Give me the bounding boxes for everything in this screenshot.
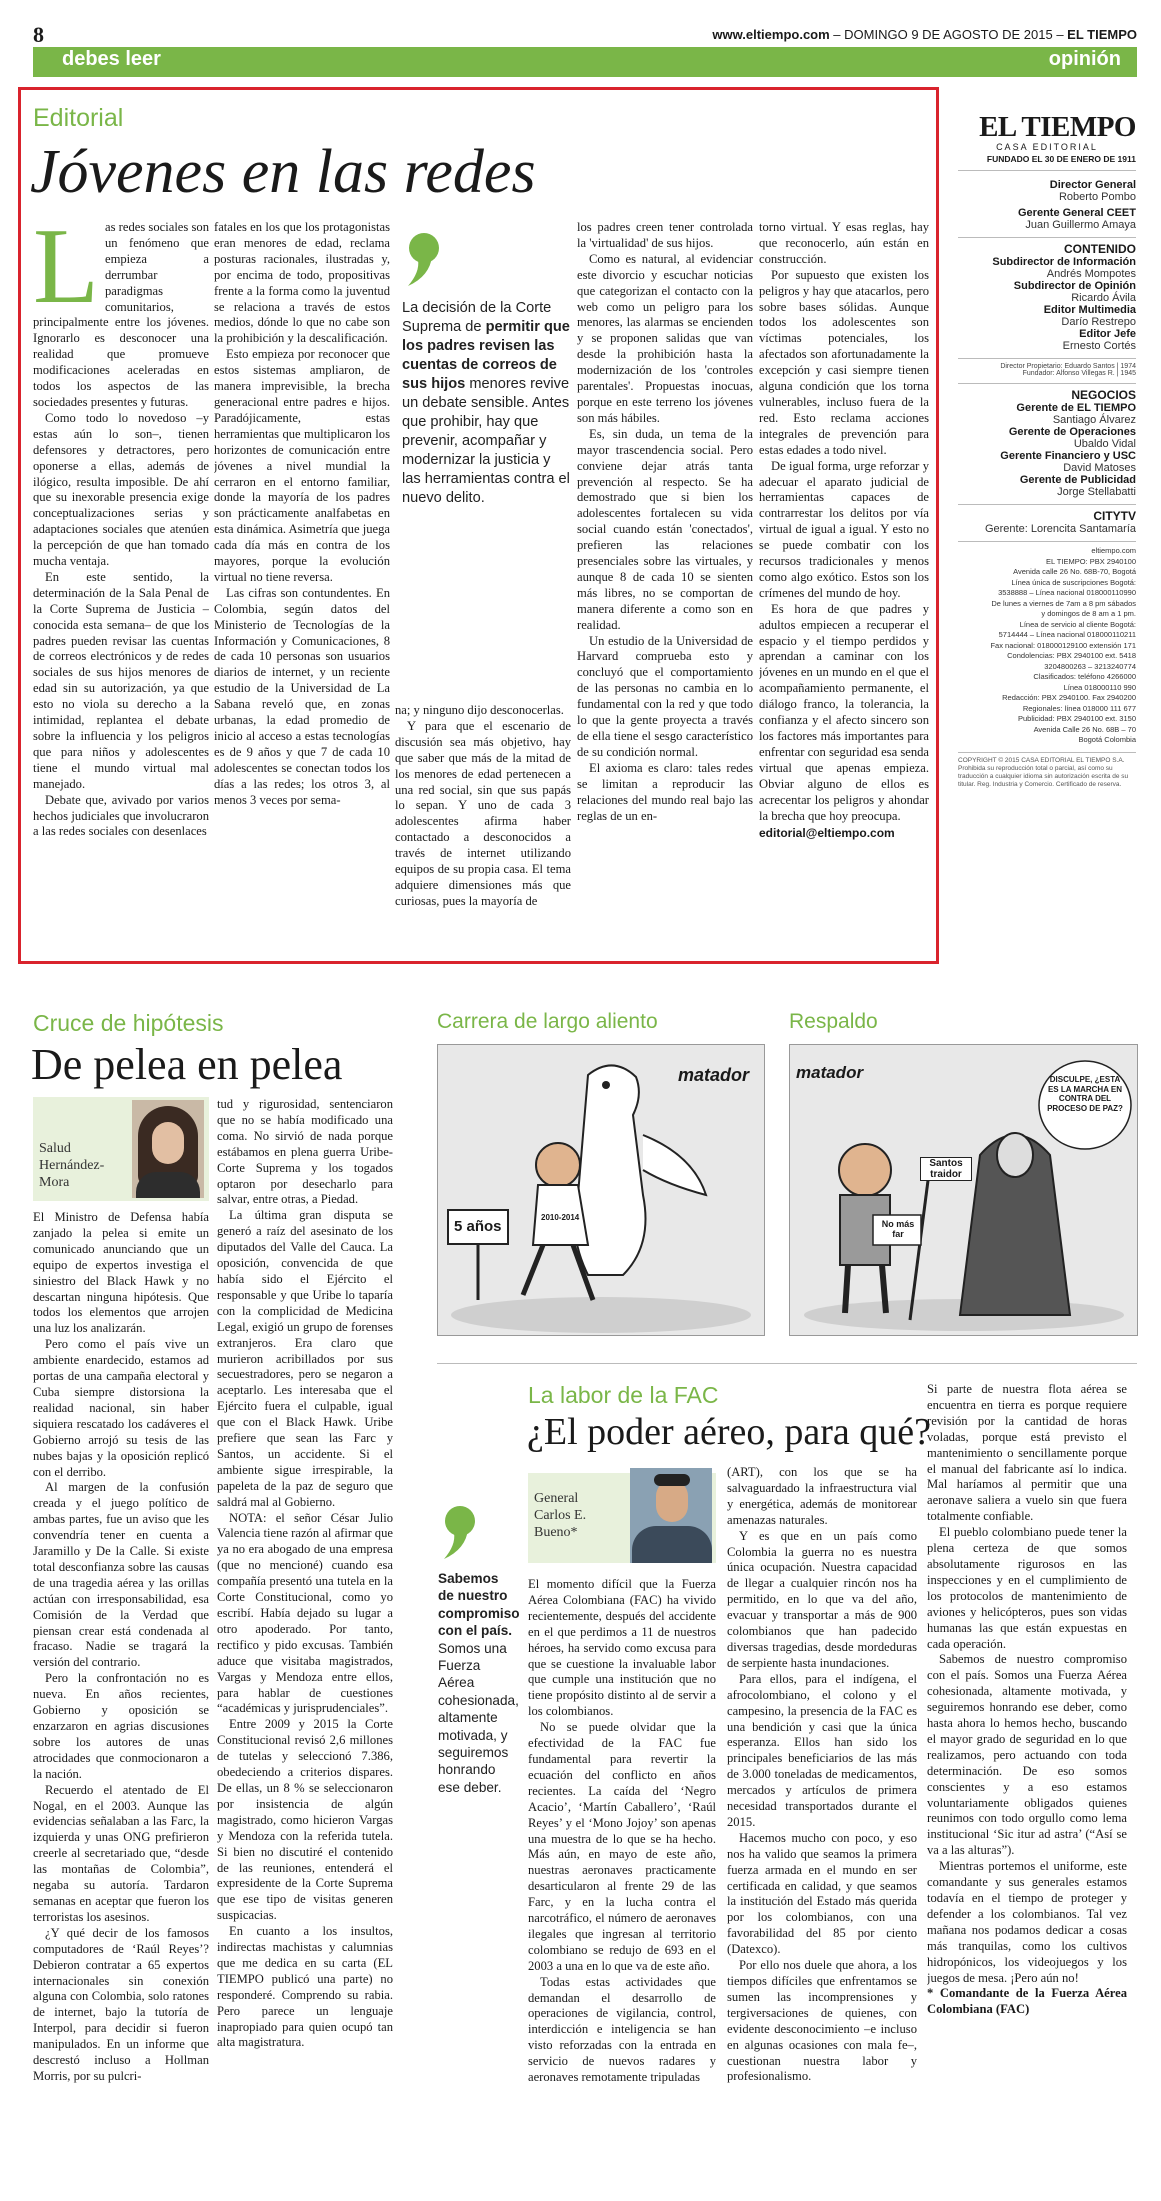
masthead-logo: EL TIEMPO (979, 111, 1136, 143)
paragraph: Todas estas actividades que demandan el desarrollo de operaciones de vigilancia, control, interdicción e inteligencia se han visto reforzadas con la entrada en servicio de nuevos radares y aeronaves remotamente tripuladas (528, 1974, 716, 2085)
site-url[interactable]: www.eltiempo.com (712, 27, 830, 42)
contact-line: Clasificados: teléfono 4266000 (1033, 672, 1136, 681)
fac-quote-rest: Somos una Fuerza Aérea cohesionada, altamente motivada, y seguiremos honrando ese deber. (438, 1640, 519, 1795)
masthead-founded: FUNDADO EL 30 DE ENERO DE 1911 (986, 154, 1136, 164)
paragraph: En este sentido, la determinación de la Sala Penal de la Corte Suprema de Justicia –conocida esta semana– de que los padres pueden revisar las cuentas de correos electrónicos y de redes sociales de sus hijos menores de edad sin su autorización, ya que esto no viola su derecho a la intimidad, replantea el debate sobre la influencia y los peligros que para niños y adolescentes tiene el mundo virtual mal manejado. (33, 569, 209, 791)
pullquote-bold: permitir que los padres revisen las cuentas de correos de sus hijos (402, 319, 570, 392)
paragraph: La última gran disputa se generó a raíz del asesinato de los diputados del Valle del Cauca. La oposición, convencida de que había sido el Ejército el responsable y que Uribe lo taparía con la complicidad de Medicina Legal, exigió un grupo de forenses extranjeros. Era claro que murieron acribillados por sus secuestradores, pero se negaron a aceptarlo. Les interesaba que el Ejército fuera el culpable, igual que con el Black Hawk. Uribe prefiere que sean las Farc y Santos, un accidente. Si el ambiente sigue irrespirable, la papeleta de la paz de seguro que saldrá mal al Gobierno. (217, 1208, 393, 1509)
header-dateline: www.eltiempo.com – DOMINGO 9 DE AGOSTO DE 2015 – EL TIEMPO (712, 27, 1137, 42)
staff-name: Santiago Álvarez (1052, 414, 1136, 426)
fac-author-photo (630, 1468, 712, 1563)
brand: EL TIEMPO (1067, 27, 1137, 42)
paragraph: Como todo lo novedoso –y estas aún lo son–, tienen defensores y detractores, pero oponerse a ellas, además de ilógico, resulta imposible. De ahí que su inexorable presencia exige conceptualizaciones serias y adaptaciones sociales que atenúen la percepción de que han tomado mucha ventaja. (33, 410, 209, 569)
paragraph: Entre 2009 y 2015 la Corte Constitucional revisó 2,6 millones de tutelas y seleccionó 7.386, obedeciendo a criterios dispares. De ellas, un 8 % se seleccionaron por insistencia de algún magistrado, como hicieron Vargas y Mendoza con la referida tutela. Si bien no discutiré el contenido de las reuniones, entenderá el expresidente de la Corte Suprema que ese tipo de visitas generen suspicacias. (217, 1717, 393, 1923)
paragraph: Mientras portemos el uniforme, este comandante y sus generales estamos todavía en el tiempo de proteger y defender a los colombianos. Tal vez mañana nos podamos dedicar a cosas más tranquilas, como los cultivos hidropónicos, los videojuegos y los juegos de mesa. ¡Pero aún no! (927, 1859, 1127, 1985)
paragraph: torno virtual. Y esas reglas, hay que reconocerlo, aún están en construcción. (759, 220, 929, 266)
contact-line: eltiempo.com (1091, 546, 1136, 555)
editorial-section: Editorial (33, 104, 124, 132)
contact-line: Bogotá Colombia (1078, 735, 1136, 744)
editorial-title: Jóvenes en las redes (30, 138, 536, 206)
paragraph: na; y ninguno dijo desconocerlas. (395, 703, 564, 717)
paragraph: Si parte de nuestra flota aérea se encuentra en tierra es porque requiere revisión por la cantidad de horas voladas, porque está previsto el mantenimiento o sencillamente porque el manual del fabricante así lo indica. Mal haríamos al permitir que una aeronave saliera a vuelo sin que fuera totalmente confiable. (927, 1382, 1127, 1524)
masthead-sub: CASA EDITORIAL (996, 142, 1098, 152)
right-tab[interactable]: opinión (1048, 48, 1121, 70)
staff-role: Editor Jefe (1079, 328, 1136, 340)
editorial-col-4 (577, 220, 753, 955)
pullquote-post: menores revive un debate sensible. Antes que prohibir, hay que prevenir, acompañar y modernizar la justicia y las herramientas contra el nuevo delito. (402, 376, 570, 506)
contact-line: Línea única de suscripciones Bogotá: (1011, 577, 1136, 587)
cruce-author: Salud Hernández-Mora (39, 1141, 105, 1190)
paragraph: Como es natural, al evidenciar este divorcio y escuchar noticias que categorizan el contacto con la web como un peligro para los menores, las alarmas se encienden y se proponen salidas que van desde la prohibición hasta la modernización de los 'controles parentales'. Propuestas inocuas, porque en este terreno los jóvenes son más hábiles. (577, 251, 753, 425)
contact-line: 3538888 – Línea nacional 018000110990 (998, 588, 1136, 597)
fac-pullquote (438, 1505, 520, 1796)
copyright: COPYRIGHT © 2015 CASA EDITORIAL EL TIEMPO S.A. Prohibida su reproducción total o parcial, así como su traducción a cualquier idioma sin autorización escrita de su titular. Reg. Industria y Comercio. Certificado de reserva. (958, 756, 1129, 788)
cartoon-respaldo (789, 1044, 1138, 1336)
contact-line: Línea de servicio al cliente Bogotá: (1019, 619, 1136, 629)
cartoon2-section: Respaldo (789, 1010, 878, 1033)
editorial-col-3 (395, 703, 571, 955)
cartoon1-section: Carrera de largo aliento (437, 1010, 658, 1033)
quote-mark-icon (438, 1505, 478, 1561)
owner-line: Director Propietario: Eduardo Santos | 1974 (1000, 363, 1136, 370)
staff-role: Subdirector de Opinión (1013, 280, 1136, 292)
page-number: 8 (33, 22, 44, 47)
contact-line: Avenida Calle 26 No. 68B – 70 (1033, 724, 1136, 734)
cruce-col-1 (33, 1210, 209, 2185)
paragraph: Por supuesto que existen los peligros y hay que atacarlos, pero sobre bases sólidas. Aunque todos los adolescentes son víctimas potenciales, los afectados son afortunadamente la excepción y casi siempre tienen alguna condición que los torna vulnerables, incluso fuera de la red. Esto reclama acciones integrales de prevención para estas edades a todo nivel. (759, 267, 929, 457)
staff-name: Darío Restrepo (1061, 316, 1136, 328)
fac-col-2 (727, 1465, 917, 2183)
paragraph: Hacemos mucho con poco, y eso nos ha valido que seamos la primera fuerza armada en el mundo en ser certificada en calidad, y que seamos la institución del Estado más querida por los colombianos, con una favorabilidad del 85 por ciento (Datexco). (727, 1830, 917, 1957)
owner-line: Fundador: Alfonso Villegas R. | 1945 (1022, 370, 1136, 377)
paragraph: Para ellos, para el indígena, el afrocolombiano, el colono y el campesino, la presencia de la FAC es una bendición y casi que la única esperanza. Ellos han sido los principales beneficiarios de las más de 3.000 toneladas de medicamentos, mercados y artículos de primera necesidad transportados durante el 2015. (727, 1671, 917, 1829)
paragraph: En cuanto a los insultos, indirectas machistas y calumnias que me dedica en su carta (EL TIEMPO publicó una parte) no responderé. Comprendo su rabia. Pero parece un lenguaje inapropiado para quien ocupó tan alta magistratura. (217, 1924, 393, 2050)
staff-role: Gerente de EL TIEMPO (1016, 402, 1136, 414)
author-photo (132, 1100, 204, 1198)
fac-col-1 (528, 1577, 716, 2183)
left-tab[interactable]: debes leer (62, 48, 161, 70)
cartoon2-tag: matador (796, 1063, 864, 1082)
staff-name: Ubaldo Vidal (1073, 438, 1136, 450)
contact-line: Redacción: PBX 2940100. Fax 2940200 (1002, 693, 1136, 702)
staff-role: Gerente General CEET (1018, 207, 1136, 219)
cartoon-carrera (437, 1044, 765, 1336)
paragraph: Sabemos de nuestro compromiso con el país. Somos una Fuerza Aérea cohesionada, altamente motivada, y seguiremos honrando ese deber, como hasta ahora lo hemos hecho, buscando el mayor grado de seguridad en lo que realizamos, pero actuando con toda determinación. De eso somos conscientes y a eso estamos voluntariamente obligados quienes reunimos con todo orgullo como lema institucional ‘Sic itur ad astra’ (“Así se va a las alturas”). (927, 1652, 1127, 1858)
paragraph: El axioma es claro: tales redes se limitan a reproducir las relaciones del mundo real bajo las reglas de un en- (577, 760, 753, 823)
cartoon2-bubble: DISCULPE, ¿ESTA ES LA MARCHA EN CONTRA DEL PROCESO DE PAZ? (1047, 1075, 1123, 1113)
citytv-title: CITYTV (1093, 509, 1136, 523)
negocios-title: NEGOCIOS (1071, 388, 1136, 402)
editorial-pullquote (402, 232, 572, 508)
staff-name: Jorge Stellabatti (1057, 486, 1136, 498)
fac-footnote: * Comandante de la Fuerza Aérea Colombiana (FAC) (927, 1986, 1127, 2017)
contact-line: Fax nacional: 018000129100 extensión 171 (990, 640, 1136, 650)
paragraph: Y para que el escenario de discusión sea más objetivo, hay que saber que más de la mitad de los menores de edad pertenecen a una red social, sin que sus papás lo sepan. Y uno de cada 3 adolescentes afirma haber contactado a desconocidos a través de internet utilizando equipos de su propia casa. El tema adquiere dimensiones más que curiosas, pues la mayoría de (395, 718, 571, 908)
staff-role: Director General (1049, 179, 1136, 191)
paragraph: NOTA: el señor César Julio Valencia tiene razón al afirmar que ya no era abogado de una empresa (que no mencioné) cuando esa compañía presentó una tutela en la Corte Constitucional, como yo escribí. Había dejado su lugar a otro apoderado. Por tanto, rectifico y pido excusas. También aduce que visitaba magistrados, Vargas y Mendoza entre ellos, para hablar de cuestiones “académicas y jurisprudenciales”. (217, 1510, 393, 1716)
paragraph: (ART), con los que se ha salvaguardado la infraestructura vial y energética, además de monitorear amenazas naturales. (727, 1465, 917, 1527)
cartoon-runner-illustration (438, 1045, 764, 1335)
contact-line: Publicidad: PBX 2940100 ext. 3150 (1017, 714, 1136, 723)
editorial-col-1 (33, 220, 209, 955)
cartoon2-sign2: No más far (881, 1219, 915, 1239)
staff-role: Gerente de Operaciones (1008, 426, 1136, 438)
contact-line: EL TIEMPO: PBX 2940100 (1045, 556, 1136, 566)
contenido-title: CONTENIDO (1064, 242, 1136, 256)
paragraph: Pero como el país vive un ambiente enardecido, estamos ad portas de una campaña electoral y Cuba siempre distorsiona la realidad nacional, sin haber siquiera rescatado los cadáveres el Gobierno arrojó su tesis de las nubes bajas y la oposición replicó con el derribo. (33, 1337, 209, 1479)
staff-role: Gerente de Publicidad (1019, 474, 1136, 486)
fac-rule (437, 1363, 1137, 1364)
cartoon1-sign: 5 años (454, 1218, 502, 1235)
paragraph: tud y rigurosidad, sentenciaron que no se había modificado una coma. No sirvió de nada porque estábamos en plena guerra Uribe-Corte Suprema y los togados optaron por desecharlo para salvar, entre otras, a Piedad. (217, 1097, 393, 1207)
contact-line: De lunes a viernes de 7am a 8 pm sábados (991, 598, 1136, 608)
paragraph: Esto empieza por reconocer que estos sistemas ampliaron, de manera imprevisible, la brecha generacional entre padres e hijos. Paradójicamente, estas herramientas que multiplicaron los horizontes de comunicación entre jóvenes a nivel mundial la cerraron en el entorno familiar, donde la mayoría de los padres son prácticamente analfabetas en esta dinámica. Asimetría que juega cada día más en contra de los mayores, porque la evolución virtual no tiene reversa. (214, 347, 390, 584)
cartoon1-tag: matador (678, 1065, 750, 1085)
fac-col-3 (927, 1382, 1127, 2183)
editorial-signature[interactable]: editorial@eltiempo.com (759, 826, 895, 841)
fac-quote-bold: Sabemos de nuestro compromiso con el país. (438, 1571, 520, 1639)
contact-line: 3204800263 – 3213240774 (1044, 661, 1136, 671)
staff-name: David Matoses (1063, 462, 1136, 474)
paragraph: Es, sin duda, un tema de la mayor trascendencia social. Pero conviene dejar atrás tanta prevención al respecto. Se ha demostrado que si bien los adolescentes fortalecen su vida social cuando están 'conectados', prefieren las relaciones presenciales sobre las virtuales, y aunque 8 de cada 10 se sienten más libres, no se comportan de manera diferente a como son en realidad. (577, 426, 753, 632)
cartoon2-sign1: Santos traidor (920, 1157, 972, 1181)
contact-line: Condolencias: PBX 2940100 ext. 5418 (1007, 651, 1136, 660)
header-bar (33, 47, 1137, 77)
paragraph: Pero la confrontación no es nueva. En años recientes, Gobierno y oposición se enzarzaron en agrias discusiones sobre los autores de unas atrocidades que conmocionaron a la nación. (33, 1671, 209, 1781)
pullquote-text (402, 299, 572, 508)
staff-name: Juan Guillermo Amaya (1025, 219, 1136, 231)
paragraph: Recuerdo el atentado de El Nogal, en el 2003. Aunque las evidencias señalaban a las Farc, la izquierda y unas ONG prefirieron creerle al secretariado que, “desde las montañas de Colombia”, negaba su autoría. Tardaron semanas en aceptar que fueron los terroristas los asesinos. (33, 1782, 209, 1924)
quote-mark-icon (402, 232, 442, 288)
drop-cap: L (33, 220, 99, 326)
paragraph: as redes sociales son un fenómeno que empieza a derrumbar paradigmas comunitarios, principalmente entre los jóvenes. Ignorarlo es desconocer una realidad que promueve modificaciones aceleradas en todos los aspectos de las sociedades presentes y futuras. (33, 220, 209, 409)
citytv-manager: Gerente: Lorencita Santamaría (984, 523, 1136, 535)
pullquote-pre: La decisión de la Corte Suprema de (402, 300, 552, 335)
editorial-col-2 (214, 220, 390, 955)
editorial-col-5 (759, 220, 929, 955)
date: DOMINGO 9 DE AGOSTO DE 2015 (844, 27, 1053, 42)
staff-name: Roberto Pombo (1058, 191, 1136, 203)
fac-section: La labor de la FAC (528, 1382, 719, 1408)
cartoon1-shirt: 2010-2014 (541, 1213, 580, 1222)
staff-role: Editor Multimedia (1043, 304, 1136, 316)
staff-role: Gerente Financiero y USC (1000, 450, 1136, 462)
paragraph: El pueblo colombiano puede tener la plena certeza de que somos absolutamente rigurosos en las inspecciones y en el cumplimiento de los protocolos de mantenimiento de aviones y helicópteros, pues son vidas humanas las que están expuestas en cada operación. (927, 1525, 1127, 1651)
cruce-section: Cruce de hipótesis (33, 1010, 224, 1036)
paragraph: Y es que en un país como Colombia la guerra no es nuestra única ocupación. Nuestra capacidad de llegar a cualquier rincón nos ha permitido, en lo que va del año, evacuar y transportar a más de 900 colombianos que han padecido diversas tragedias, desde mordeduras de serpiente hasta inundaciones. (727, 1528, 917, 1670)
paragraph: De igual forma, urge reforzar y adecuar el aparato judicial de herramientas capaces de contrarrestar los delitos por vía virtual de igual a igual. Y esto no se puede combatir con los recursos tradicionales y menos como algo exótico. Estos son los crímenes del mundo de hoy. (759, 458, 929, 600)
contact-line: 5714444 – Línea nacional 018000110211 (998, 630, 1136, 639)
masthead (958, 112, 1136, 789)
cruce-title: De pelea en pelea (31, 1040, 343, 1089)
paragraph: El Ministro de Defensa había zanjado la pelea si emite un comunicado anunciando que un equipo de expertos investiga el siniestro del Black Hawk y no descartan ninguna hipótesis. Que todos los elementos que arrojen una luz los analizarán. (33, 1210, 209, 1336)
cruce-col-2 (217, 1097, 393, 2185)
staff-role: Subdirector de Información (992, 256, 1136, 268)
paragraph: fatales en los que los protagonistas eran menores de edad, reclama posturas racionales, ilustradas y, por encima de todo, propositivas frente a la forma como la juventud se relaciona a través de estos medios, dónde lo que no cabe son la prohibición y la descalificación. (214, 220, 390, 346)
staff-name: Ricardo Ávila (1071, 292, 1136, 304)
fac-author: General Carlos E. Bueno* (534, 1491, 587, 1540)
staff-name: Andrés Mompotes (1046, 268, 1136, 280)
paragraph: Al margen de la confusión creada y el juego político de ambas partes, fue un aviso que les convendría tener en cuenta a Jaramillo y De la Calle. Si existe total desconfianza sobre las causas de una tragedia aérea y las orillas actúan con irresponsabilidad, esa Comisión de la Verdad que piensan crear está condenada al fracaso. Nadie se tragará la versión del contrario. (33, 1480, 209, 1670)
paragraph: Las cifras son contundentes. En Colombia, según datos del Ministerio de Tecnologías de la Información y Comunicaciones, 8 de cada 10 personas son usuarios diarios de internet, y un reciente estudio de la Universidad de La Sabana reveló que, en zonas urbanas, la edad promedio de inicio al acceso a estas tecnologías es de 9 años y que 7 de cada 10 adolescentes se conectan todos los días a las redes; los otros 3, al menos 3 veces por sema- (214, 585, 390, 807)
paragraph: Debate que, avivado por varios hechos judiciales que involucraron a las redes sociales con desenlaces (33, 792, 209, 839)
contact-line: Regionales: línea 018000 111 677 (1022, 703, 1136, 713)
contact-list (958, 546, 1136, 746)
paragraph: Por ello nos duele que ahora, a los tiempos difíciles que enfrentamos se sumen las incomprensiones y tergiversaciones de quienes, con evidente desconocimiento –e incluso en algunas ocasiones con mala fe–, cuestionan nuestra labor y profesionalismo. (727, 1958, 917, 2084)
paragraph: los padres creen tener controlada la 'virtualidad' de sus hijos. (577, 220, 753, 250)
contact-line: Línea 018000110 990 (1063, 682, 1136, 692)
contact-line: Avenida calle 26 No. 68B-70, Bogotá (1013, 567, 1136, 576)
fac-title: ¿El poder aéreo, para qué? (527, 1411, 932, 1453)
staff-name: Ernesto Cortés (1062, 340, 1136, 352)
paragraph: Es hora de que padres y adultos empiecen a recuperar el espacio y el tiempo perdidos y aprendan a caminar con los jóvenes en un mundo en el que el acompañamiento permanente, el diálogo franco, la tolerancia, la confianza y el afecto sincero son los factores más importantes para enfrentar con seguridad esa senda virtual que apenas empieza. Obviar alguno de ellos es acrecentar los peligros y ahondar la brecha que hoy preocupa. (759, 601, 929, 823)
paragraph: ¿Y qué decir de los famosos computadores de ‘Raúl Reyes’? Debieron contratar a 65 expertos internacionales sin conexión alguna con Colombia, solo ratones de internet, bajo la tutoría de Interpol, para decidir si fueron manipulados. En un informe que descrestó incluso a Hollman Morris, por su pulcri- (33, 1925, 209, 2083)
paragraph: El momento difícil que la Fuerza Aérea Colombiana (FAC) ha vivido recientemente, después del accidente en el que perdimos a 11 de nuestros héroes, ha servido como excusa para que se cuestione la invaluable labor que cumple una institución que no tiene propósito distinto al de servir a los colombianos. (528, 1577, 716, 1719)
paragraph: No se puede olvidar que la efectividad de la FAC fue fundamental para revertir la ecuación del conflicto en años recientes. La caída del ‘Negro Acacio’, ‘Martín Caballero’, ‘Raúl Reyes’ y el ‘Mono Jojoy’ son apenas una muestra de lo que se ha hecho. Más aún, en mayo de este año, nuestras aeronaves practicamente desarticularon al frente 29 de las Farc, y en la lucha contra el narcotráfico, el número de aeronaves ilegales que ingresan al territorio colombiano se redujo de 693 en el 2003 a una en lo que va de este año. (528, 1720, 716, 1973)
fac-quote-text (438, 1570, 520, 1796)
paragraph: Un estudio de la Universidad de Harvard comprueba esto y concluyó que el comportamiento de las personas no cambia en lo fundamental con la red y que todo lo que la gente proyecta a través de ella tiene el sesgo característico de su condición normal. (577, 633, 753, 759)
contact-line: y domingos de 8 am a 1 pm. (1041, 609, 1136, 618)
